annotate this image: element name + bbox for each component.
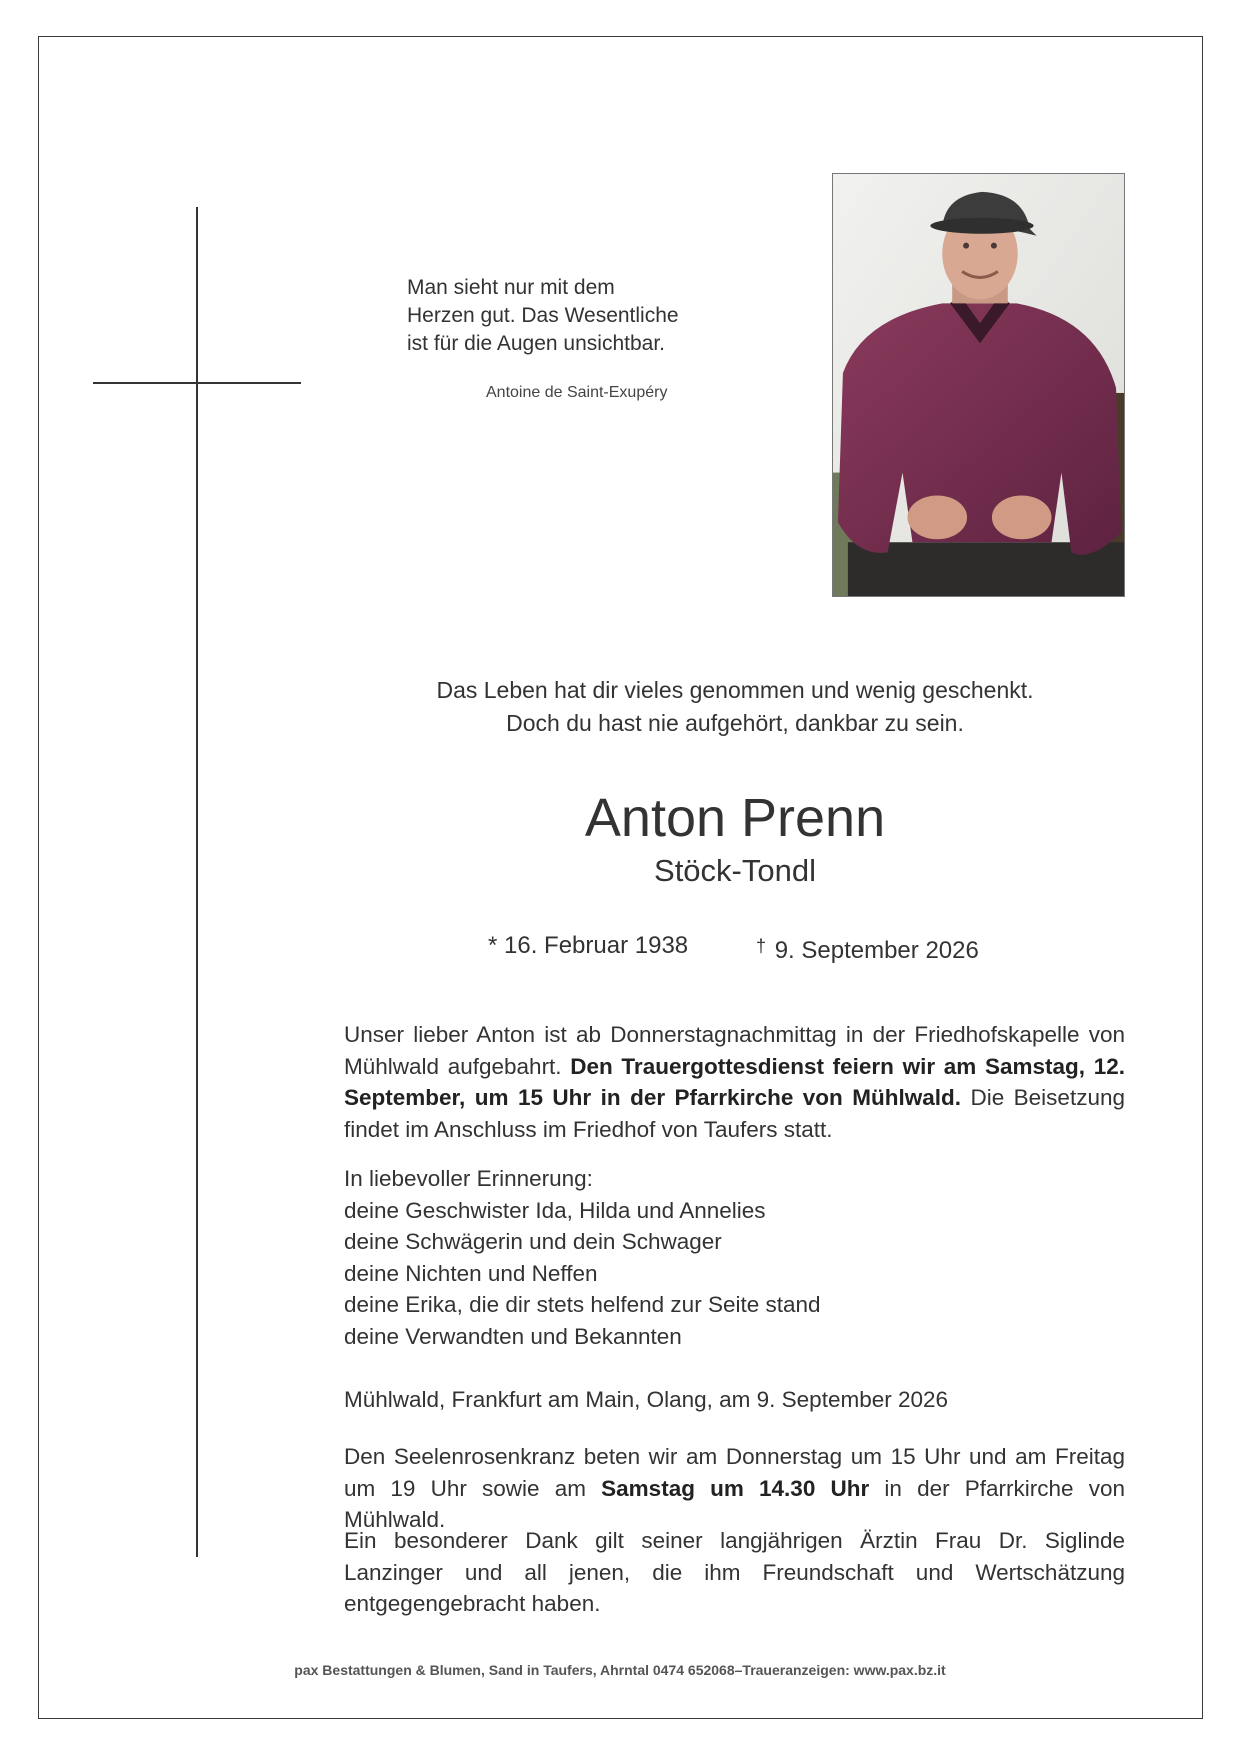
birth-date: * 16. Februar 1938 bbox=[488, 932, 689, 959]
mourners-list bbox=[344, 1163, 1125, 1352]
death-date bbox=[756, 930, 979, 967]
quote bbox=[407, 274, 679, 358]
portrait-photo bbox=[832, 173, 1125, 597]
cross-vertical-bar bbox=[196, 207, 198, 1557]
verse-line: Das Leben hat dir vieles genommen und wenig geschenkt. bbox=[436, 677, 1034, 703]
mourner-line: deine Schwägerin und dein Schwager bbox=[344, 1229, 722, 1254]
portrait-image bbox=[833, 174, 1124, 596]
announcement-paragraph bbox=[344, 1019, 1125, 1145]
mourner-line: deine Verwandten und Bekannten bbox=[344, 1323, 682, 1349]
verse bbox=[330, 674, 1140, 740]
quote-line: Herzen gut. Das Wesentliche bbox=[407, 304, 679, 327]
death-date-text: 9. September 2026 bbox=[774, 937, 979, 964]
quote-author: Antoine de Saint-Exupéry bbox=[486, 384, 668, 401]
rosary-location: in der Pfarrkirche von Mühlwald. bbox=[344, 1475, 1125, 1532]
rosary-text: Den Seelenrosenkranz beten wir am Donnerstag um 15 Uhr und am Freitag um 19 Uhr sowie am bbox=[344, 1444, 1125, 1501]
announcement-intro: Unser lieber Anton ist ab Donnerstagnachmittag in der Friedhofskapelle von Mühlwald aufgebahrt. bbox=[344, 1022, 1125, 1079]
quote-line: ist für die Augen unsichtbar. bbox=[407, 332, 665, 355]
quote-line: Man sieht nur mit dem bbox=[407, 276, 615, 299]
mourner-line: deine Nichten und Neffen bbox=[344, 1260, 598, 1286]
rosary-paragraph bbox=[344, 1441, 1125, 1536]
place-and-date: Mühlwald, Frankfurt am Main, Olang, am 9. September 2026 bbox=[344, 1387, 949, 1412]
mourner-line: deine Erika, die dir stets helfend zur Seite stand bbox=[344, 1292, 821, 1317]
deceased-nickname: Stöck-Tondl bbox=[654, 853, 816, 888]
deceased-name: Anton Prenn bbox=[584, 788, 886, 848]
burial-details: Die Beisetzung findet im Anschluss im Friedhof von Taufers statt. bbox=[344, 1085, 1125, 1142]
service-details: Den Trauergottesdienst feiern wir am Samstag, 12. September, um 15 Uhr in der Pfarrkirche von Mühlwald. bbox=[344, 1053, 1125, 1110]
mourners-heading: In liebevoller Erinnerung: bbox=[344, 1166, 593, 1191]
verse-line: Doch du hast nie aufgehört, dankbar zu sein. bbox=[506, 710, 964, 736]
mourner-line: deine Geschwister Ida, Hilda und Annelies bbox=[344, 1197, 766, 1223]
footer-credit: pax Bestattungen & Blumen, Sand in Taufers, Ahrntal 0474 652068–Traueranzeigen: www.pax.bz.it bbox=[294, 1662, 946, 1678]
rosary-saturday: Samstag um 14.30 Uhr bbox=[601, 1475, 870, 1501]
cross-horizontal-bar bbox=[93, 382, 301, 384]
thanks-paragraph: Ein besonderer Dank gilt seiner langjährigen Ärztin Frau Dr. Siglinde Lanzinger und all jenen, die ihm Freundschaft und Wertschätzung entgegengebracht haben. bbox=[344, 1528, 1125, 1616]
dagger-icon: † bbox=[756, 936, 767, 956]
